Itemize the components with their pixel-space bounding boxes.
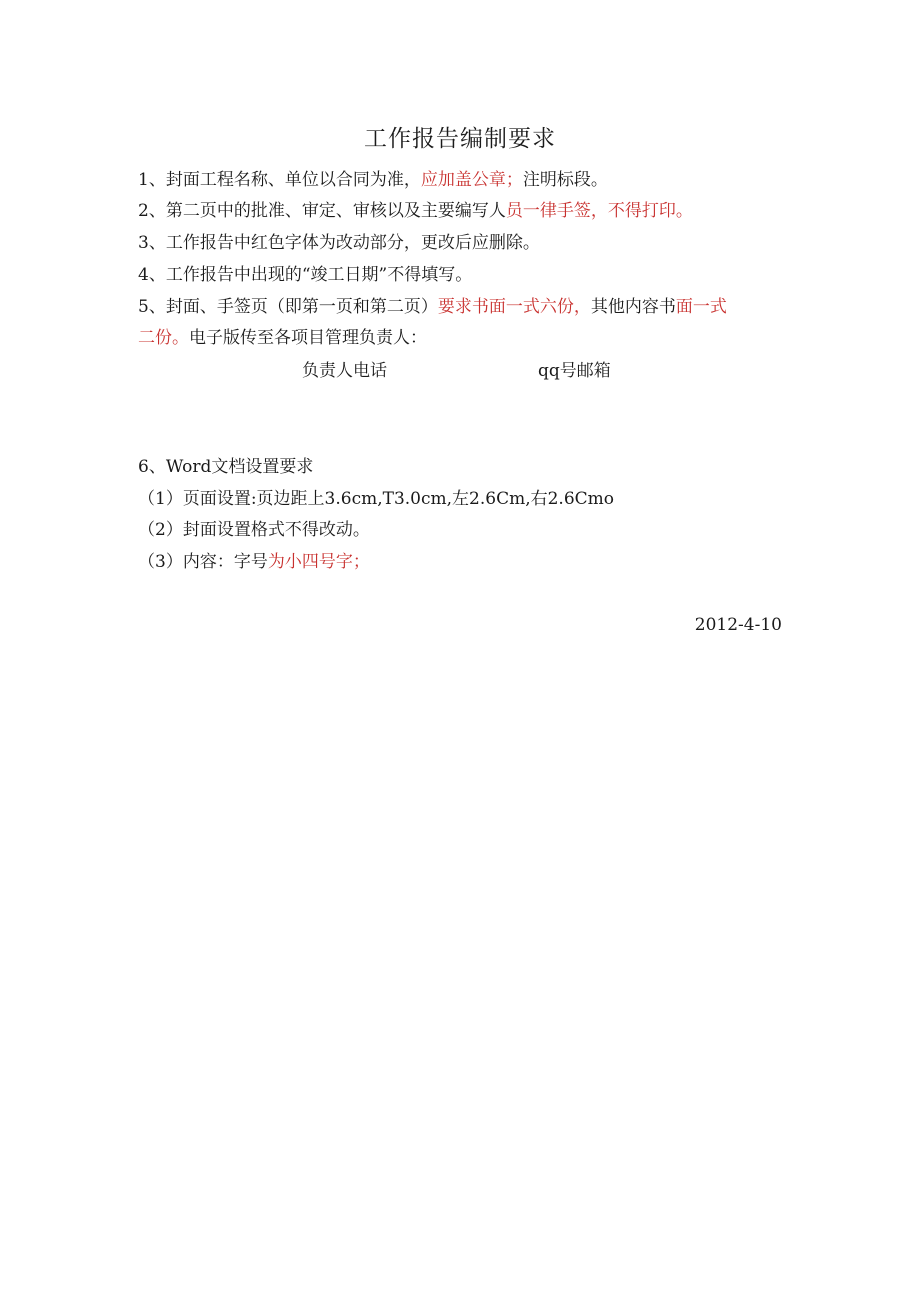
- item-text: 其他内容书: [590, 297, 676, 317]
- contact-email-label: qq号邮箱: [538, 361, 611, 381]
- word-setting-line-1: [138, 487, 788, 511]
- item-text: 1、封面工程名称、单位以合同为准，: [138, 170, 421, 190]
- word-settings-heading: 6、Word文档设置要求: [138, 457, 314, 477]
- setting-highlight: 为小四号字；: [267, 552, 370, 572]
- item-text: 5、封面、手签页（即第一页和第二页）: [138, 297, 438, 317]
- requirement-item-5-continued: [138, 326, 788, 350]
- setting-text: （3）内容：字号: [138, 552, 268, 572]
- item-text: 3、工作报告中红色字体为改动部分，更改后应删除。: [138, 233, 540, 253]
- item-highlight: 应加盖公章；: [420, 170, 523, 190]
- item-highlight: 面一式: [675, 297, 727, 317]
- requirement-item-5: [138, 295, 788, 319]
- requirement-item-1: [138, 168, 788, 192]
- requirement-item-3: [138, 231, 788, 255]
- item-text: 电子版传至各项目管理负责人：: [189, 328, 427, 348]
- word-setting-line-2: [138, 518, 788, 542]
- page-title: 工作报告编制要求: [364, 126, 556, 152]
- item-highlight: 员一律手签，不得打印。: [505, 201, 693, 221]
- requirement-item-4: [138, 263, 788, 287]
- contact-phone-label: 负责人电话: [302, 361, 387, 381]
- item-highlight: 二份。: [138, 328, 189, 348]
- setting-text: （1）页面设置:页边距上3.6cm,T3.0cm,左2.6Cm,右2.6Cmo: [138, 489, 615, 509]
- word-setting-line-3: [138, 550, 788, 574]
- requirement-item-2: [138, 199, 788, 223]
- setting-text: （2）封面设置格式不得改动。: [138, 520, 370, 540]
- item-text: 2、第二页中的批准、审定、审核以及主要编写人: [138, 201, 506, 221]
- document-date: 2012-4-10: [694, 615, 782, 635]
- item-text: 注明标段。: [522, 170, 608, 190]
- item-text: 4、工作报告中出现的“竣工日期”不得填写。: [138, 265, 473, 285]
- item-highlight: 要求书面一式六份，: [437, 297, 591, 317]
